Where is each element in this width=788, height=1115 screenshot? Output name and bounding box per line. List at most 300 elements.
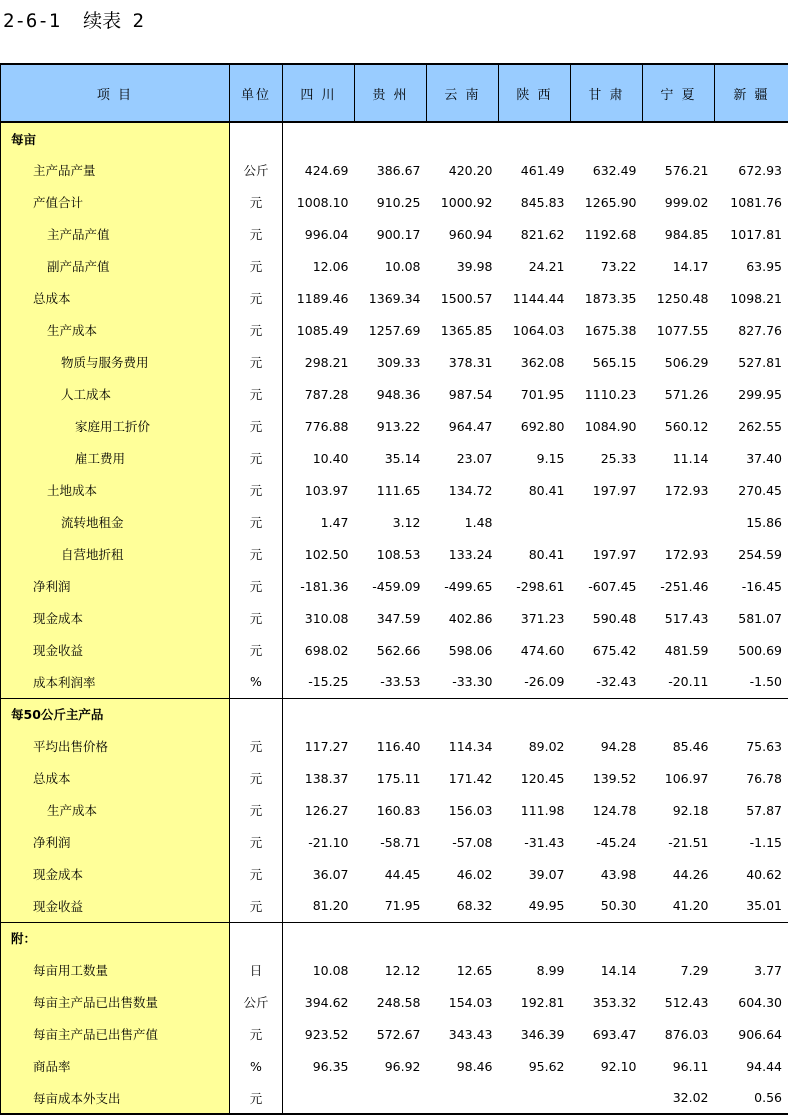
data-table [0,63,788,1115]
cell-value: 12.12 [355,954,427,986]
cell-value: 386.67 [355,154,427,186]
cell-value: 1500.57 [427,282,499,314]
cell-value: 346.39 [499,1018,571,1050]
row-unit: 元 [230,602,283,634]
cell-value: 298.21 [283,346,355,378]
row-unit: 元 [230,474,283,506]
cell-value: 598.06 [427,634,499,666]
cell-value: 1250.48 [643,282,715,314]
row-label: 商品率 [1,1050,230,1082]
table-row [1,826,788,858]
table-header-row [1,64,788,122]
row-unit: 日 [230,954,283,986]
cell-value [499,698,571,730]
cell-value: 1000.92 [427,186,499,218]
cell-value [715,122,788,154]
cell-value: 80.41 [499,474,571,506]
cell-value: 10.40 [283,442,355,474]
cell-value: 876.03 [643,1018,715,1050]
cell-value: 44.45 [355,858,427,890]
cell-value: 474.60 [499,634,571,666]
cell-value: 604.30 [715,986,788,1018]
cell-value: -251.46 [643,570,715,602]
cell-value: 964.47 [427,410,499,442]
row-label: 土地成本 [1,474,230,506]
row-label: 主产品产值 [1,218,230,250]
cell-value: 39.07 [499,858,571,890]
cell-value: 0.56 [715,1082,788,1114]
cell-value: 698.02 [283,634,355,666]
row-label: 净利润 [1,826,230,858]
row-label: 家庭用工折价 [1,410,230,442]
cell-value: 92.10 [571,1050,643,1082]
cell-value: -32.43 [571,666,643,698]
cell-value: 24.21 [499,250,571,282]
row-unit: 元 [230,378,283,410]
table-row [1,346,788,378]
row-unit: 元 [230,250,283,282]
cell-value: 37.40 [715,442,788,474]
row-label: 雇工费用 [1,442,230,474]
table-row [1,602,788,634]
row-unit [230,122,283,154]
row-label: 净利润 [1,570,230,602]
cell-value: 481.59 [643,634,715,666]
cell-value: 1.48 [427,506,499,538]
cell-value: 984.85 [643,218,715,250]
cell-value: 906.64 [715,1018,788,1050]
cell-value [643,698,715,730]
section-header-row [1,122,788,154]
table-row [1,410,788,442]
cell-value: 197.97 [571,538,643,570]
cell-value: -31.43 [499,826,571,858]
row-unit: % [230,1050,283,1082]
cell-value: 124.78 [571,794,643,826]
cell-value: 248.58 [355,986,427,1018]
cell-value: 12.65 [427,954,499,986]
table-row [1,538,788,570]
cell-value: 960.94 [427,218,499,250]
cell-value: 996.04 [283,218,355,250]
cell-value: 1098.21 [715,282,788,314]
cell-value [643,922,715,954]
row-label: 流转地租金 [1,506,230,538]
table-row [1,858,788,890]
cell-value [355,1082,427,1114]
cell-value: 63.95 [715,250,788,282]
section-header-row [1,922,788,954]
cell-value: 10.08 [355,250,427,282]
cell-value: 95.62 [499,1050,571,1082]
cell-value [643,506,715,538]
cell-value: 75.63 [715,730,788,762]
cell-value: 1.47 [283,506,355,538]
cell-value: 424.69 [283,154,355,186]
header-guizhou: 贵 州 [355,64,427,122]
table-row [1,570,788,602]
cell-value: 506.29 [643,346,715,378]
row-unit: 元 [230,730,283,762]
cell-value: 43.98 [571,858,643,890]
cell-value: 32.02 [643,1082,715,1114]
header-xinjiang: 新 疆 [715,64,788,122]
cell-value: 12.06 [283,250,355,282]
cell-value: 1017.81 [715,218,788,250]
row-unit: 元 [230,218,283,250]
cell-value: -1.50 [715,666,788,698]
cell-value [283,698,355,730]
cell-value: 1064.03 [499,314,571,346]
row-label: 每亩 [1,122,230,154]
cell-value [355,698,427,730]
cell-value: -1.15 [715,826,788,858]
cell-value [355,122,427,154]
table-row [1,154,788,186]
cell-value: 96.35 [283,1050,355,1082]
row-label: 主产品产量 [1,154,230,186]
cell-value [571,506,643,538]
cell-value: 116.40 [355,730,427,762]
cell-value: 270.45 [715,474,788,506]
cell-value: 117.27 [283,730,355,762]
cell-value: 1675.38 [571,314,643,346]
table-row [1,314,788,346]
header-yunnan: 云 南 [427,64,499,122]
cell-value: -57.08 [427,826,499,858]
cell-value: 1085.49 [283,314,355,346]
cell-value: 517.43 [643,602,715,634]
row-label: 生产成本 [1,314,230,346]
row-label: 现金成本 [1,858,230,890]
cell-value: 80.41 [499,538,571,570]
row-label: 总成本 [1,762,230,794]
cell-value: 126.27 [283,794,355,826]
cell-value: 923.52 [283,1018,355,1050]
table-row [1,442,788,474]
cell-value: 81.20 [283,890,355,922]
cell-value: 156.03 [427,794,499,826]
cell-value: 394.62 [283,986,355,1018]
table-row [1,986,788,1018]
cell-value: 114.34 [427,730,499,762]
row-label: 物质与服务费用 [1,346,230,378]
cell-value [283,1082,355,1114]
cell-value: 102.50 [283,538,355,570]
cell-value: 299.95 [715,378,788,410]
cell-value: 1084.90 [571,410,643,442]
row-unit: 元 [230,282,283,314]
cell-value: 347.59 [355,602,427,634]
cell-value: 987.54 [427,378,499,410]
cell-value: 845.83 [499,186,571,218]
header-unit: 单位 [230,64,283,122]
cell-value [427,698,499,730]
cell-value: 309.33 [355,346,427,378]
row-label: 现金收益 [1,890,230,922]
header-shaanxi: 陕 西 [499,64,571,122]
row-unit: 元 [230,442,283,474]
table-row [1,282,788,314]
cell-value: 7.29 [643,954,715,986]
table-body [1,122,788,1114]
cell-value [571,1082,643,1114]
row-label: 副产品产值 [1,250,230,282]
table-row [1,666,788,698]
cell-value: 821.62 [499,218,571,250]
cell-value: 562.66 [355,634,427,666]
cell-value: 527.81 [715,346,788,378]
cell-value: 1144.44 [499,282,571,314]
cell-value: 1077.55 [643,314,715,346]
row-unit: 元 [230,410,283,442]
cell-value: 787.28 [283,378,355,410]
row-unit: 元 [230,186,283,218]
table-row [1,794,788,826]
row-unit: 元 [230,1018,283,1050]
cell-value: 23.07 [427,442,499,474]
cell-value: 46.02 [427,858,499,890]
cell-value: 1081.76 [715,186,788,218]
cell-value: 8.99 [499,954,571,986]
cell-value: 11.14 [643,442,715,474]
cell-value: 103.97 [283,474,355,506]
cell-value: 35.01 [715,890,788,922]
cell-value: 254.59 [715,538,788,570]
cell-value: -33.30 [427,666,499,698]
row-unit: 元 [230,794,283,826]
cell-value: 692.80 [499,410,571,442]
row-label: 生产成本 [1,794,230,826]
cell-value: 192.81 [499,986,571,1018]
cell-value: 565.15 [571,346,643,378]
row-label: 每亩成本外支出 [1,1082,230,1114]
cell-value: 1008.10 [283,186,355,218]
row-label: 每亩主产品已出售数量 [1,986,230,1018]
cell-value: 1110.23 [571,378,643,410]
table-row [1,378,788,410]
cell-value: 310.08 [283,602,355,634]
cell-value: 171.42 [427,762,499,794]
cell-value: 1369.34 [355,282,427,314]
cell-value: 96.11 [643,1050,715,1082]
cell-value: 111.65 [355,474,427,506]
cell-value: 39.98 [427,250,499,282]
cell-value: 572.67 [355,1018,427,1050]
cell-value: 76.78 [715,762,788,794]
row-label: 每亩用工数量 [1,954,230,986]
cell-value: 672.93 [715,154,788,186]
cell-value: 9.15 [499,442,571,474]
cell-value [427,1082,499,1114]
cell-value: -15.25 [283,666,355,698]
cell-value: 49.95 [499,890,571,922]
cell-value: 571.26 [643,378,715,410]
row-unit: 元 [230,858,283,890]
cell-value [499,122,571,154]
cell-value: -45.24 [571,826,643,858]
table-row [1,186,788,218]
cell-value: 89.02 [499,730,571,762]
cell-value: 910.25 [355,186,427,218]
cell-value: 92.18 [643,794,715,826]
section-header-row [1,698,788,730]
row-label: 总成本 [1,282,230,314]
cell-value: 262.55 [715,410,788,442]
row-label: 每亩主产品已出售产值 [1,1018,230,1050]
cell-value: 378.31 [427,346,499,378]
row-unit: 元 [230,314,283,346]
cell-value: 40.62 [715,858,788,890]
cell-value: 139.52 [571,762,643,794]
cell-value: 632.49 [571,154,643,186]
cell-value: 50.30 [571,890,643,922]
table-row [1,730,788,762]
row-unit [230,922,283,954]
cell-value: 693.47 [571,1018,643,1050]
row-unit: 公斤 [230,986,283,1018]
cell-value: 576.21 [643,154,715,186]
cell-value [427,122,499,154]
cell-value: 3.12 [355,506,427,538]
cell-value: 197.97 [571,474,643,506]
cell-value: 3.77 [715,954,788,986]
cell-value: -298.61 [499,570,571,602]
cell-value [499,1082,571,1114]
row-label: 现金成本 [1,602,230,634]
cell-value: -33.53 [355,666,427,698]
cell-value: 175.11 [355,762,427,794]
cell-value: 134.72 [427,474,499,506]
cell-value: -499.65 [427,570,499,602]
cell-value: -21.10 [283,826,355,858]
cell-value: 41.20 [643,890,715,922]
row-label: 每50公斤主产品 [1,698,230,730]
cell-value [283,122,355,154]
row-unit: 元 [230,634,283,666]
cell-value: 590.48 [571,602,643,634]
cell-value: -607.45 [571,570,643,602]
cell-value: 36.07 [283,858,355,890]
table-row [1,1018,788,1050]
cell-value [643,122,715,154]
row-label: 人工成本 [1,378,230,410]
cell-value: 106.97 [643,762,715,794]
cell-value: 560.12 [643,410,715,442]
cell-value: 120.45 [499,762,571,794]
table-row [1,1082,788,1114]
cell-value: -16.45 [715,570,788,602]
cell-value: 701.95 [499,378,571,410]
table-row [1,250,788,282]
row-unit: 元 [230,538,283,570]
cell-value: 402.86 [427,602,499,634]
cell-value [283,922,355,954]
cell-value: 138.37 [283,762,355,794]
cell-value: 160.83 [355,794,427,826]
cell-value: 35.14 [355,442,427,474]
cell-value: 900.17 [355,218,427,250]
cell-value [571,922,643,954]
row-unit [230,698,283,730]
cell-value: 827.76 [715,314,788,346]
cell-value [499,922,571,954]
cell-value: 343.43 [427,1018,499,1050]
cell-value: 108.53 [355,538,427,570]
cell-value: 420.20 [427,154,499,186]
cell-value: 999.02 [643,186,715,218]
cell-value: 776.88 [283,410,355,442]
row-label: 现金收益 [1,634,230,666]
cell-value [355,922,427,954]
table-row [1,506,788,538]
cell-value: 172.93 [643,538,715,570]
table-row [1,762,788,794]
cell-value: 68.32 [427,890,499,922]
page-title: 2-6-1 续表 2 [3,6,144,33]
cell-value: 133.24 [427,538,499,570]
row-label: 附： [1,922,230,954]
cell-value: 948.36 [355,378,427,410]
cell-value: 154.03 [427,986,499,1018]
table-row [1,890,788,922]
cell-value: 14.17 [643,250,715,282]
table-row [1,634,788,666]
cell-value: -459.09 [355,570,427,602]
cell-value: 1365.85 [427,314,499,346]
cell-value: 15.86 [715,506,788,538]
row-label: 平均出售价格 [1,730,230,762]
cell-value: 1265.90 [571,186,643,218]
row-unit: 元 [230,826,283,858]
row-unit: % [230,666,283,698]
cell-value: 675.42 [571,634,643,666]
cell-value: -21.51 [643,826,715,858]
table-row [1,218,788,250]
row-unit: 公斤 [230,154,283,186]
cell-value: 362.08 [499,346,571,378]
cell-value: -26.09 [499,666,571,698]
row-unit: 元 [230,762,283,794]
cell-value: 25.33 [571,442,643,474]
cell-value: 913.22 [355,410,427,442]
table-row [1,474,788,506]
row-unit: 元 [230,890,283,922]
cell-value: 57.87 [715,794,788,826]
cell-value: 353.32 [571,986,643,1018]
cell-value [571,122,643,154]
cell-value: -20.11 [643,666,715,698]
row-label: 产值合计 [1,186,230,218]
cell-value: 94.44 [715,1050,788,1082]
cell-value [571,698,643,730]
cell-value [499,506,571,538]
header-gansu: 甘 肃 [571,64,643,122]
header-item: 项 目 [1,64,230,122]
cell-value: 371.23 [499,602,571,634]
cell-value: 1257.69 [355,314,427,346]
cell-value: 71.95 [355,890,427,922]
header-ningxia: 宁 夏 [643,64,715,122]
cell-value: 94.28 [571,730,643,762]
cell-value: 461.49 [499,154,571,186]
cell-value: 44.26 [643,858,715,890]
cell-value: 172.93 [643,474,715,506]
row-unit: 元 [230,506,283,538]
header-sichuan: 四 川 [283,64,355,122]
cell-value: 73.22 [571,250,643,282]
table-row [1,1050,788,1082]
